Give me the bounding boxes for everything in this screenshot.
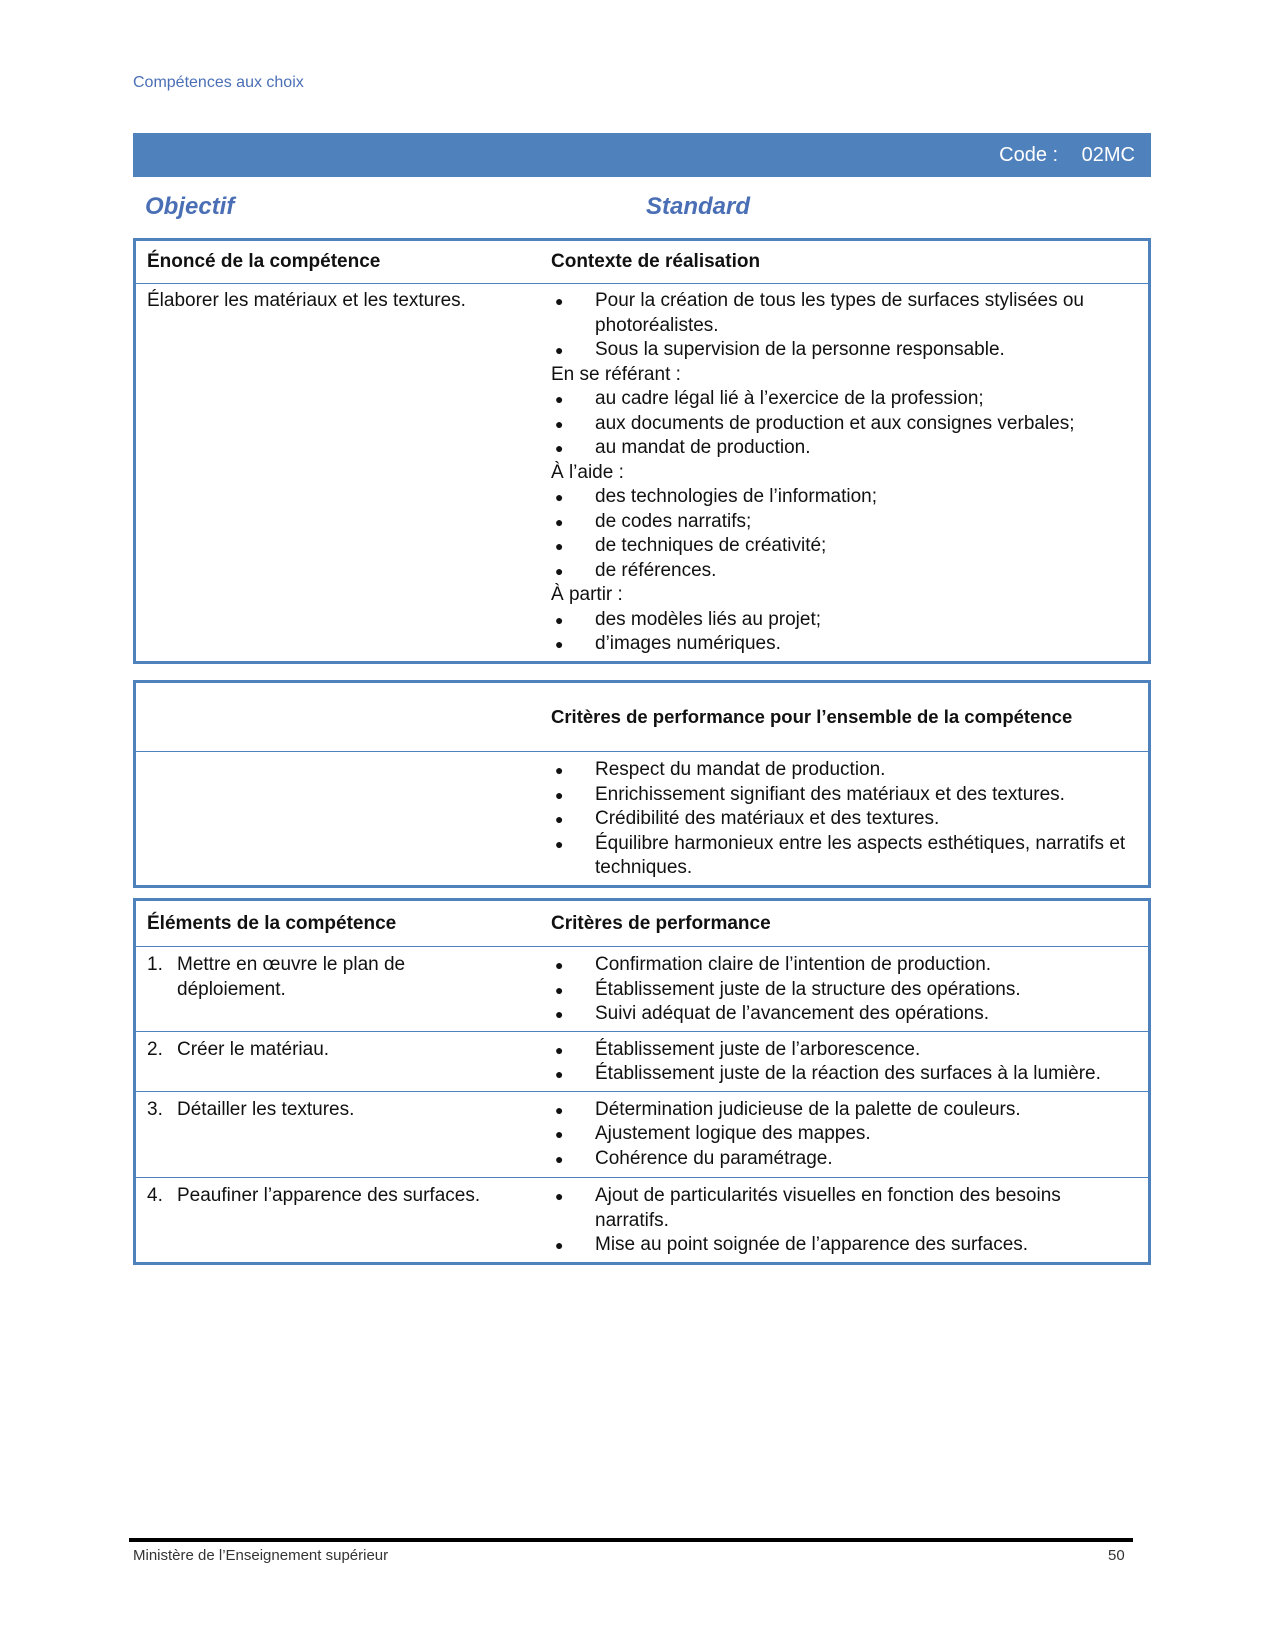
bullet-item (551, 758, 1138, 783)
bullet-text: de codes narratifs; (595, 510, 752, 532)
bullet-item (551, 632, 1138, 657)
context-intro: À partir : (551, 584, 623, 605)
bullet-item (551, 1062, 1138, 1087)
bullet-item (551, 783, 1138, 808)
bullet-item (551, 1038, 1138, 1063)
bullet-icon: ● (555, 1188, 564, 1204)
bullet-item (551, 1147, 1138, 1172)
elements-table-header (136, 901, 1148, 947)
criteres-ensemble-list (551, 758, 1148, 881)
bullet-item (551, 608, 1138, 633)
bullet-icon: ● (555, 1066, 564, 1082)
bullet-text: au cadre légal lié à l’exercice de la profession; (595, 388, 984, 409)
element-row (136, 947, 1148, 1032)
bullet-icon: ● (555, 636, 564, 652)
bullet-text: de techniques de créativité; (595, 535, 827, 556)
bullet-text: Confirmation claire de l’intention de production. (595, 954, 992, 975)
criteres-col-title: Critères de performance (551, 912, 771, 934)
criteres-ensemble-row (136, 752, 1148, 885)
bullet-item (551, 485, 1138, 510)
element-text: Créer le matériau. (177, 1038, 330, 1060)
competence-statement: Élaborer les matériaux et les textures. (147, 290, 466, 311)
bullet-item (551, 1184, 1138, 1233)
code-value: 02MC (1081, 144, 1135, 166)
heading-objectif: Objectif (145, 193, 235, 220)
bullet-text: Établissement juste de la réaction des surfaces à la lumière. (595, 1063, 1101, 1084)
criteria-cell (551, 1038, 1148, 1087)
element-number: 3. (147, 1098, 163, 1120)
bullet-text: Cohérence du paramétrage. (595, 1147, 833, 1169)
element-text: Peaufiner l’apparence des surfaces. (177, 1185, 481, 1206)
enonce-row (136, 284, 1148, 661)
criteres-ensemble-title: Critères de performance pour l’ensemble de la compétence (551, 706, 1073, 727)
bullet-text: Équilibre harmonieux entre les aspects esthétiques, narratifs et techniques. (595, 832, 1126, 878)
bullet-icon: ● (555, 342, 564, 358)
bullet-item (551, 289, 1138, 338)
bullet-item (551, 978, 1138, 1003)
page-number: 50 (1108, 1547, 1125, 1564)
element-number: 1. (147, 954, 163, 975)
bullet-icon: ● (555, 1041, 564, 1058)
bullet-text: Ajout de particularités visuelles en fonction des besoins narratifs. (595, 1185, 1061, 1231)
bullet-item (551, 387, 1138, 412)
bullet-item (551, 559, 1138, 584)
bullet-item (551, 807, 1138, 832)
bullet-icon: ● (555, 835, 564, 852)
bullet-item (551, 436, 1138, 461)
bullet-text: de références. (595, 559, 717, 581)
bullet-item (551, 338, 1138, 363)
element-row (136, 1032, 1148, 1092)
element-text: Détailler les textures. (177, 1098, 355, 1120)
criteria-cell (551, 1184, 1148, 1258)
bullet-icon: ● (555, 1126, 564, 1142)
bullet-icon: ● (555, 391, 564, 407)
bullet-icon: ● (555, 513, 564, 530)
bullet-icon: ● (555, 562, 564, 579)
bullet-icon: ● (555, 957, 564, 973)
bullet-icon: ● (555, 489, 564, 505)
context-intro: À l’aide : (551, 461, 624, 483)
section-headings (0, 193, 1275, 223)
bullet-text: Suivi adéquat de l’avancement des opérations. (595, 1003, 989, 1024)
criteres-ensemble-table (133, 680, 1151, 888)
bullet-icon: ● (555, 1006, 564, 1022)
enonce-table-header (136, 241, 1148, 284)
running-header: Compétences aux choix (133, 74, 304, 91)
element-item (147, 1038, 551, 1063)
empty-cell (136, 758, 551, 881)
bullet-text: Détermination judicieuse de la palette de couleurs. (595, 1098, 1021, 1120)
bullet-text: d’images numériques. (595, 633, 781, 654)
element-cell (136, 1184, 551, 1258)
bullet-item (551, 1233, 1138, 1258)
bullet-text: Sous la supervision de la personne responsable. (595, 339, 1005, 360)
footer-rule (129, 1538, 1133, 1542)
element-item (147, 1184, 551, 1209)
bullet-text: Mise au point soignée de l’apparence des surfaces. (595, 1234, 1029, 1255)
bullet-icon: ● (555, 1101, 564, 1118)
bullet-item (551, 832, 1138, 881)
element-item (147, 1098, 551, 1123)
context-intro: En se référant : (551, 363, 681, 385)
bullet-text: Pour la création de tous les types de surfaces stylisées ou photoréalistes. (595, 290, 1084, 336)
bullet-icon: ● (555, 762, 564, 778)
element-item (147, 953, 551, 1002)
element-number: 4. (147, 1185, 163, 1206)
criteres-ensemble-header (136, 683, 1148, 752)
bullet-icon: ● (555, 611, 564, 628)
bullet-icon: ● (555, 415, 564, 432)
bullet-text: des technologies de l’information; (595, 486, 878, 507)
element-cell (136, 1098, 551, 1172)
element-cell (136, 953, 551, 1027)
bullet-text: Établissement juste de l’arborescence. (595, 1038, 921, 1060)
bullet-item (551, 412, 1138, 437)
elements-col-title: Éléments de la compétence (147, 912, 397, 934)
bullet-text: Respect du mandat de production. (595, 759, 886, 780)
bullet-item (551, 953, 1138, 978)
footer-ministry: Ministère de l’Enseignement supérieur (133, 1547, 389, 1564)
element-row (136, 1092, 1148, 1179)
bullet-text: au mandat de production. (595, 437, 811, 458)
bullet-icon: ● (555, 811, 564, 827)
elements-table (133, 898, 1151, 1265)
heading-standard: Standard (646, 193, 751, 220)
element-row (136, 1178, 1148, 1262)
bullet-icon: ● (555, 981, 564, 998)
criteria-cell (551, 953, 1148, 1027)
code-label: Code : (999, 144, 1059, 166)
bullet-icon: ● (555, 1150, 564, 1167)
criteria-cell (551, 1098, 1148, 1172)
bullet-icon: ● (555, 786, 564, 803)
element-cell (136, 1038, 551, 1087)
contexte-col-title: Contexte de réalisation (551, 251, 761, 272)
bullet-icon: ● (555, 1237, 564, 1253)
bullet-text: Enrichissement signifiant des matériaux et des textures. (595, 783, 1065, 805)
element-text: Mettre en œuvre le plan de déploiement. (177, 954, 406, 1000)
bullet-item (551, 1122, 1138, 1147)
bullet-icon: ● (555, 440, 564, 456)
bullet-text: aux documents de production et aux consignes verbales; (595, 412, 1075, 434)
element-number: 2. (147, 1038, 163, 1060)
bullet-item (551, 534, 1138, 559)
bullet-item (551, 1002, 1138, 1027)
bullet-icon: ● (555, 293, 564, 309)
bullet-text: Crédibilité des matériaux et des textures. (595, 808, 940, 829)
bullet-icon: ● (555, 538, 564, 554)
contexte-list (551, 289, 1148, 657)
bullet-text: Ajustement logique des mappes. (595, 1123, 871, 1144)
enonce-col-title: Énoncé de la compétence (147, 251, 381, 272)
bullet-text: des modèles liés au projet; (595, 608, 822, 630)
code-banner (133, 133, 1151, 177)
bullet-item (551, 510, 1138, 535)
code-label-group (999, 144, 1135, 167)
bullet-item (551, 1098, 1138, 1123)
element-rows (136, 947, 1148, 1262)
enonce-table (133, 238, 1151, 664)
bullet-text: Établissement juste de la structure des opérations. (595, 978, 1021, 1000)
